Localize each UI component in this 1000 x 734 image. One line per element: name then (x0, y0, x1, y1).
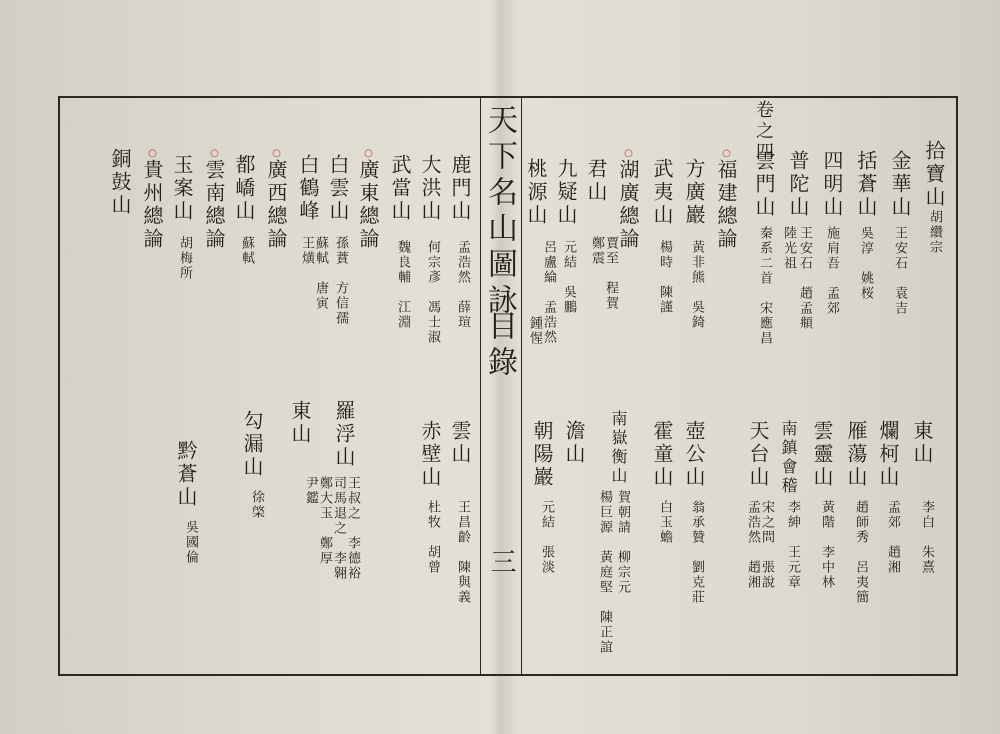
entry-name: 廣西總論 (264, 159, 288, 251)
entry-name: 白鶴峰 (296, 154, 320, 223)
entry-author: 孟浩然 趙湘 (745, 500, 760, 590)
entry-author: 呂盧綸 孟浩然 (541, 240, 556, 345)
entry-name: 壺公山 (682, 420, 706, 489)
entry-author: 王叔之 李德裕 (345, 476, 360, 581)
entry-name: 南嶽衡山 (609, 410, 628, 486)
red-circle-icon: ○ (271, 148, 282, 159)
entry-author: 吳淳 姚桜 (858, 226, 873, 301)
entry-name: 拾寶山 (922, 140, 946, 209)
region-heading (142, 148, 162, 251)
entry-author: 魏良輔 江淵 (395, 240, 410, 330)
entry-author: 王昌齡 陳與義 (455, 500, 470, 605)
entry-name: 普陀山 (786, 150, 810, 219)
entry-author: 胡纘宗 (927, 210, 942, 255)
entry-name: 東山 (910, 420, 934, 466)
entry-author: 賀朝請 柳宗元 (615, 490, 630, 595)
book-title: 天下名山圖詠 (482, 104, 517, 320)
entry-name: 赤壁山 (418, 420, 442, 489)
entry-author: 白玉蟾 (657, 500, 672, 545)
entry-name: 爛柯山 (876, 420, 900, 489)
entry-author: 徐棨 (249, 490, 264, 520)
entry-author: 尹鑑 (303, 476, 318, 506)
entry-author: 鄭大玉 鄭厚 (317, 476, 332, 566)
entry-author: 施肩吾 孟郊 (824, 226, 839, 316)
red-circle-icon: ○ (623, 148, 634, 159)
entry-author: 杜牧 胡曾 (425, 500, 440, 575)
entry-name: 朝陽巖 (530, 420, 554, 489)
entry-name: 玉案山 (170, 154, 194, 223)
entry-name: 黔蒼山 (174, 440, 198, 509)
entry-name: 括蒼山 (854, 150, 878, 219)
entry-name: 君山 (584, 158, 608, 204)
region-heading (618, 148, 638, 251)
region-heading (358, 148, 378, 251)
entry-author: 趙師秀 呂夷簡 (853, 500, 868, 605)
entry-name: 鹿門山 (448, 154, 472, 223)
entry-author: 黃非熊 吳錡 (689, 240, 704, 330)
entry-name: 福建總論 (714, 159, 738, 251)
section-title: 目錄 (482, 310, 517, 382)
entry-name: 雲門山 (752, 150, 776, 219)
entry-name: 勾漏山 (240, 410, 264, 479)
entry-name: 四明山 (820, 150, 844, 219)
entry-author: 蘇軾 唐寅 (313, 236, 328, 311)
entry-author: 鍾惺 (527, 316, 542, 346)
entry-name: 羅浮山 (332, 400, 356, 469)
entry-author: 王安石 趙孟頫 (797, 226, 812, 331)
entry-author: 宋之問 張說 (759, 500, 774, 590)
entry-author: 胡梅所 (177, 236, 192, 281)
entry-name: 武當山 (388, 154, 412, 223)
entry-author: 李紳 王元章 (785, 500, 800, 590)
entry-author: 孟浩然 薛瑄 (455, 240, 470, 330)
entry-name: 金華山 (888, 150, 912, 219)
entry-name: 都嶠山 (232, 154, 256, 223)
entry-author: 鄭震 (589, 236, 604, 266)
entry-name: 銅鼓山 (108, 148, 132, 217)
region-heading (204, 148, 224, 251)
region-heading (716, 148, 736, 251)
entry-author: 王熿 (299, 236, 314, 266)
entry-name: 九疑山 (554, 158, 578, 227)
red-circle-icon: ○ (209, 148, 220, 159)
entry-author: 吳國倫 (183, 520, 198, 565)
red-circle-icon: ○ (721, 148, 732, 159)
entry-author: 孫蕡 方信孺 (333, 236, 348, 326)
entry-name: 東山 (288, 400, 312, 446)
entry-name: 桃源山 (524, 158, 548, 227)
entry-name: 湖廣總論 (616, 159, 640, 251)
entry-name: 白雲山 (326, 154, 350, 223)
entry-name: 廣東總論 (356, 159, 380, 251)
entry-author: 楊巨源 黃庭堅 陳正誼 (597, 490, 612, 655)
entry-author: 賈至 程賀 (603, 236, 618, 311)
entry-author: 楊時 陳謹 (657, 240, 672, 315)
region-heading (266, 148, 286, 251)
entry-name: 雁蕩山 (844, 420, 868, 489)
red-circle-icon: ○ (363, 148, 374, 159)
entry-author: 蘇軾 (239, 236, 254, 266)
red-circle-icon: ○ (147, 148, 158, 159)
entry-author: 陸光祖 (781, 226, 796, 271)
entry-name: 方廣巖 (682, 158, 706, 227)
entry-name: 大洪山 (418, 154, 442, 223)
entry-name: 天台山 (746, 420, 770, 489)
entry-author: 孟郊 趙湘 (885, 500, 900, 575)
entry-name: 澹山 (562, 420, 586, 466)
entry-author: 元結 張淡 (539, 500, 554, 575)
entry-author: 司馬退之 李翱 (331, 476, 346, 581)
entry-author: 李白 朱熹 (919, 500, 934, 575)
entry-name: 貴州總論 (140, 159, 164, 251)
entry-author: 何宗彥 馮士淑 (425, 240, 440, 345)
page-number: 三 (486, 548, 516, 577)
entry-name: 雲靈山 (810, 420, 834, 489)
volume-heading: 卷之四 (753, 100, 774, 163)
entry-author: 翁承贊 劉克莊 (689, 500, 704, 605)
entry-author: 王安石 袁吉 (892, 226, 907, 316)
entry-name: 武夷山 (650, 158, 674, 227)
entry-author: 元結 吳鵬 (561, 240, 576, 315)
entry-author: 秦系二首 宋應昌 (757, 226, 772, 346)
entry-name: 雲山 (448, 420, 472, 466)
entry-name: 南鎮會稽 (779, 420, 798, 496)
entry-name: 霍童山 (650, 420, 674, 489)
entry-author: 黃階 李中林 (819, 500, 834, 590)
entry-name: 雲南總論 (202, 159, 226, 251)
